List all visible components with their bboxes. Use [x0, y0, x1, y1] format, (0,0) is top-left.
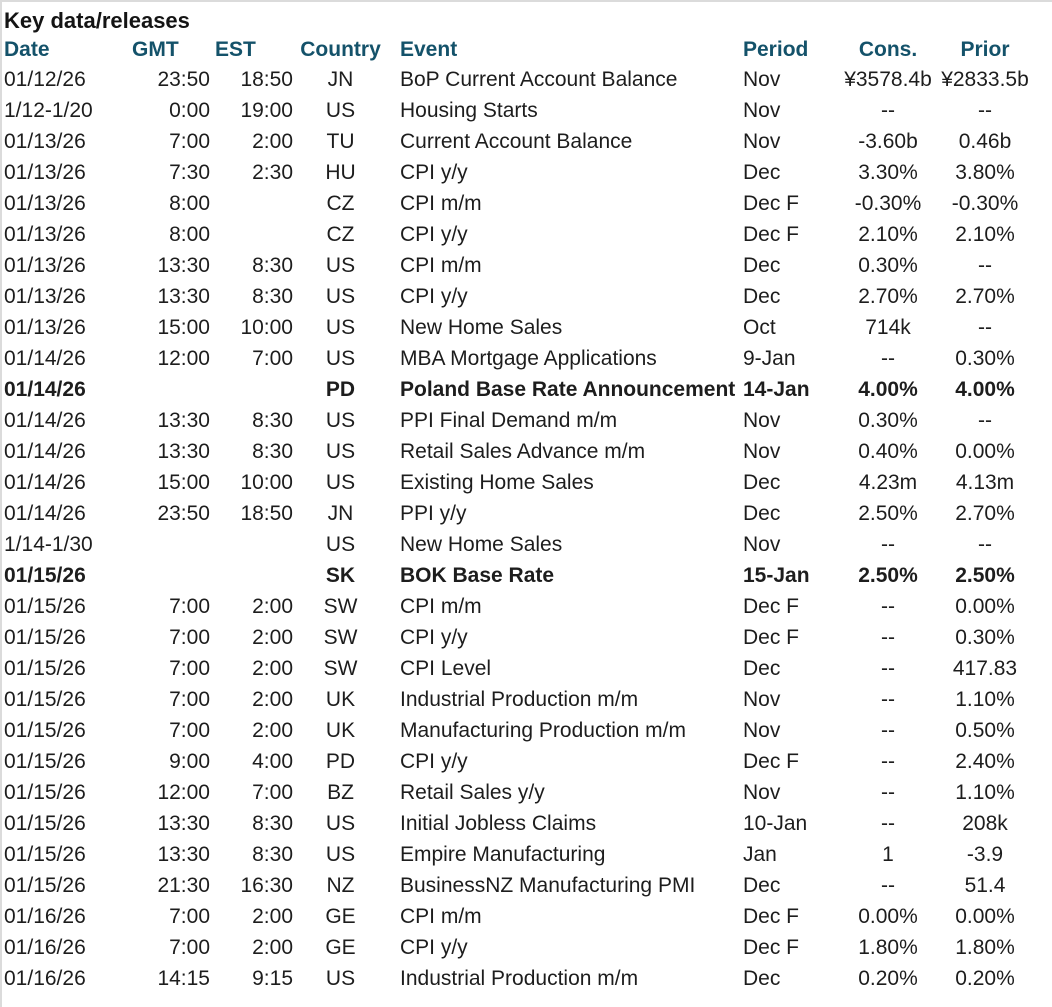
cell-period: Dec F	[743, 626, 800, 649]
cell-period: Dec	[743, 657, 781, 680]
cell-period: Dec	[743, 285, 781, 308]
cell-gmt: 12:00	[157, 347, 210, 370]
cell-prior: 1.80%	[955, 936, 1015, 959]
cell-est: 8:30	[252, 440, 293, 463]
cell-cons: 2.50%	[858, 564, 918, 587]
cell-period: Dec F	[743, 223, 800, 246]
cell-event: Retail Sales Advance m/m	[400, 440, 646, 463]
cell-period: Dec F	[743, 192, 800, 215]
cell-event: CPI y/y	[400, 285, 468, 308]
cell-event: CPI m/m	[400, 254, 482, 277]
cell-country: GE	[325, 905, 356, 928]
cell-cons: --	[881, 657, 895, 680]
cell-country: US	[325, 843, 356, 866]
cell-period: Dec	[743, 874, 781, 897]
cell-prior: 0.30%	[955, 347, 1015, 370]
cell-gmt: 7:00	[169, 719, 210, 742]
cell-country: US	[325, 471, 356, 494]
cell-country: TU	[326, 130, 355, 153]
cell-est	[210, 188, 293, 219]
col-header-cons: Cons.	[858, 38, 918, 61]
cell-event: Empire Manufacturing	[400, 843, 606, 866]
cell-est: 2:30	[252, 161, 293, 184]
cell-date: 01/16/26	[4, 967, 86, 990]
cell-country: BZ	[327, 781, 354, 804]
cell-prior: 0.00%	[955, 440, 1015, 463]
cell-gmt: 7:30	[169, 161, 210, 184]
page-title: Key data/releases	[4, 8, 190, 33]
cell-gmt: 7:00	[169, 688, 210, 711]
cell-date: 01/13/26	[4, 316, 86, 339]
cell-cons: --	[881, 874, 895, 897]
cell-country: SW	[323, 595, 358, 618]
cell-period: Dec	[743, 161, 781, 184]
cell-date: 01/15/26	[4, 874, 86, 897]
cell-est: 16:30	[240, 874, 293, 897]
cell-date: 01/15/26	[4, 657, 86, 680]
cell-period: Dec	[743, 254, 781, 277]
cell-event: Existing Home Sales	[400, 471, 594, 494]
cell-date: 01/15/26	[4, 564, 86, 587]
cell-prior: 1.10%	[955, 688, 1015, 711]
cell-prior: 0.00%	[955, 595, 1015, 618]
cell-country: US	[325, 316, 356, 339]
cell-cons: 2.70%	[858, 285, 918, 308]
cell-cons: 0.00%	[858, 905, 918, 928]
cell-prior: -0.30%	[951, 192, 1019, 215]
cell-cons: 1	[882, 843, 894, 866]
col-header-country: Country	[300, 38, 381, 61]
cell-country: JN	[327, 68, 354, 91]
cell-event: Housing Starts	[400, 99, 538, 122]
cell-event: BOK Base Rate	[400, 564, 555, 587]
cell-gmt: 13:30	[157, 409, 210, 432]
cell-event: CPI y/y	[400, 223, 468, 246]
cell-prior: 0.46b	[958, 130, 1012, 153]
col-header-date: Date	[4, 38, 50, 61]
cell-country: SK	[325, 564, 356, 587]
cell-est	[210, 529, 293, 560]
cell-country: SW	[323, 657, 358, 680]
cell-gmt: 7:00	[169, 657, 210, 680]
cell-cons: --	[881, 688, 895, 711]
col-header-event: Event	[400, 38, 458, 61]
cell-date: 01/13/26	[4, 130, 86, 153]
cell-event: PPI y/y	[400, 502, 467, 525]
col-header-gmt: GMT	[132, 38, 179, 61]
cell-event: Industrial Production m/m	[400, 967, 639, 990]
cell-date: 01/13/26	[4, 254, 86, 277]
cell-cons: --	[881, 781, 895, 804]
cell-prior: --	[978, 316, 992, 339]
cell-est: 8:30	[252, 843, 293, 866]
cell-period: Nov	[743, 409, 781, 432]
cell-event: CPI y/y	[400, 936, 468, 959]
cell-period: Dec F	[743, 750, 800, 773]
cell-cons: --	[881, 347, 895, 370]
cell-cons: --	[881, 812, 895, 835]
cell-period: Nov	[743, 781, 781, 804]
cell-prior: 1.10%	[955, 781, 1015, 804]
cell-date: 01/15/26	[4, 781, 86, 804]
cell-prior: 208k	[962, 812, 1008, 835]
cell-period: Dec	[743, 502, 781, 525]
cell-prior: 417.83	[952, 657, 1018, 680]
cell-est: 2:00	[252, 595, 293, 618]
cell-country: US	[325, 285, 356, 308]
cell-gmt: 13:30	[157, 254, 210, 277]
cell-date: 01/13/26	[4, 285, 86, 308]
cell-est: 4:00	[252, 750, 293, 773]
cell-est	[210, 219, 293, 250]
cell-gmt: 7:00	[169, 595, 210, 618]
col-header-prior: Prior	[960, 38, 1010, 61]
cell-est: 2:00	[252, 130, 293, 153]
cell-country: US	[325, 967, 356, 990]
cell-est: 2:00	[252, 936, 293, 959]
cell-est: 9:15	[252, 967, 293, 990]
cell-country: US	[325, 440, 356, 463]
cell-est: 2:00	[252, 657, 293, 680]
cell-prior: --	[978, 254, 992, 277]
cell-date: 01/15/26	[4, 595, 86, 618]
cell-prior: ¥2833.5b	[941, 68, 1029, 91]
cell-cons: 3.30%	[858, 161, 918, 184]
cell-est: 8:30	[252, 285, 293, 308]
cell-est: 8:30	[252, 254, 293, 277]
cell-prior: 4.00%	[955, 378, 1015, 401]
cell-est: 18:50	[240, 68, 293, 91]
cell-est: 18:50	[240, 502, 293, 525]
cell-prior: 0.20%	[955, 967, 1015, 990]
cell-country: UK	[325, 719, 356, 742]
cell-gmt	[130, 560, 210, 591]
cell-period: Nov	[743, 68, 781, 91]
cell-event: CPI y/y	[400, 626, 468, 649]
cell-prior: 2.50%	[955, 564, 1015, 587]
cell-country: US	[325, 533, 356, 556]
cell-event: New Home Sales	[400, 316, 563, 339]
cell-country: US	[325, 409, 356, 432]
cell-prior: 0.00%	[955, 905, 1015, 928]
cell-country: HU	[325, 161, 356, 184]
cell-prior: --	[978, 99, 992, 122]
cell-cons: 4.23m	[858, 471, 918, 494]
cell-event: CPI m/m	[400, 192, 482, 215]
cell-prior: 2.40%	[955, 750, 1015, 773]
cell-gmt: 7:00	[169, 936, 210, 959]
cell-cons: 714k	[865, 316, 911, 339]
cell-cons: 0.30%	[858, 254, 918, 277]
cell-event: BoP Current Account Balance	[400, 68, 678, 91]
cell-period: Dec F	[743, 905, 800, 928]
cell-gmt: 14:15	[157, 967, 210, 990]
cell-date: 01/14/26	[4, 409, 86, 432]
cell-period: 15-Jan	[743, 564, 810, 587]
cell-est: 19:00	[240, 99, 293, 122]
cell-prior: 2.10%	[955, 223, 1015, 246]
cell-gmt: 23:50	[157, 502, 210, 525]
cell-event: MBA Mortgage Applications	[400, 347, 657, 370]
cell-date: 1/14-1/30	[4, 533, 93, 556]
cell-country: CZ	[326, 223, 355, 246]
cell-est: 2:00	[252, 626, 293, 649]
cell-date: 01/15/26	[4, 843, 86, 866]
cell-date: 01/15/26	[4, 750, 86, 773]
cell-period: Dec	[743, 967, 781, 990]
cell-gmt: 7:00	[169, 626, 210, 649]
cell-date: 01/13/26	[4, 223, 86, 246]
cell-period: Nov	[743, 719, 781, 742]
cell-gmt: 13:30	[157, 440, 210, 463]
data-table	[4, 36, 1052, 994]
cell-event: Current Account Balance	[400, 130, 633, 153]
cell-period: Nov	[743, 130, 781, 153]
cell-period: 9-Jan	[743, 347, 796, 370]
cell-event: Industrial Production m/m	[400, 688, 639, 711]
cell-period: Dec F	[743, 595, 800, 618]
cell-est: 7:00	[252, 781, 293, 804]
cell-country: SW	[323, 626, 358, 649]
cell-date: 01/15/26	[4, 688, 86, 711]
cell-date: 01/13/26	[4, 161, 86, 184]
cell-date: 01/15/26	[4, 626, 86, 649]
cell-date: 01/15/26	[4, 812, 86, 835]
cell-event: BusinessNZ Manufacturing PMI	[400, 874, 696, 897]
cell-prior: 2.70%	[955, 502, 1015, 525]
cell-date: 01/14/26	[4, 471, 86, 494]
cell-est: 2:00	[252, 688, 293, 711]
cell-event: PPI Final Demand m/m	[400, 409, 618, 432]
cell-cons: --	[881, 99, 895, 122]
cell-cons: 2.10%	[858, 223, 918, 246]
cell-period: Nov	[743, 99, 781, 122]
cell-event: CPI m/m	[400, 595, 482, 618]
cell-country: GE	[325, 936, 356, 959]
cell-gmt: 15:00	[157, 471, 210, 494]
cell-date: 01/16/26	[4, 905, 86, 928]
cell-cons: 0.20%	[858, 967, 918, 990]
cell-prior: 4.13m	[955, 471, 1015, 494]
cell-prior: 0.30%	[955, 626, 1015, 649]
cell-period: Dec	[743, 471, 781, 494]
cell-est: 7:00	[252, 347, 293, 370]
cell-gmt: 7:00	[169, 905, 210, 928]
cell-gmt: 21:30	[157, 874, 210, 897]
cell-prior: --	[978, 409, 992, 432]
cell-gmt: 13:30	[157, 285, 210, 308]
cell-prior: -3.9	[966, 843, 1004, 866]
cell-gmt: 13:30	[157, 843, 210, 866]
cell-est: 10:00	[240, 316, 293, 339]
cell-gmt: 0:00	[169, 99, 210, 122]
col-header-period: Period	[743, 38, 809, 61]
cell-country: JN	[327, 502, 354, 525]
cell-event: New Home Sales	[400, 533, 563, 556]
cell-period: Nov	[743, 533, 781, 556]
cell-event: CPI y/y	[400, 161, 468, 184]
cell-gmt: 7:00	[169, 130, 210, 153]
cell-date: 01/14/26	[4, 347, 86, 370]
cell-country: US	[325, 99, 356, 122]
cell-cons: --	[881, 719, 895, 742]
cell-country: CZ	[326, 192, 355, 215]
cell-event: Poland Base Rate Announcement	[400, 378, 736, 401]
cell-est: 2:00	[252, 719, 293, 742]
cell-period: Dec F	[743, 936, 800, 959]
cell-prior: 51.4	[964, 874, 1006, 897]
cell-country: US	[325, 254, 356, 277]
cell-cons: --	[881, 533, 895, 556]
cell-date: 01/12/26	[4, 68, 86, 91]
cell-cons: 0.30%	[858, 409, 918, 432]
cell-gmt: 12:00	[157, 781, 210, 804]
cell-est: 8:30	[252, 812, 293, 835]
cell-event: CPI Level	[400, 657, 492, 680]
cell-gmt	[130, 529, 210, 560]
col-header-est: EST	[215, 38, 256, 61]
cell-country: PD	[325, 750, 356, 773]
cell-date: 01/13/26	[4, 192, 86, 215]
cell-event: CPI y/y	[400, 750, 468, 773]
cell-country: US	[325, 812, 356, 835]
cell-cons: 1.80%	[858, 936, 918, 959]
cell-gmt: 8:00	[169, 192, 210, 215]
cell-period: 10-Jan	[743, 812, 808, 835]
cell-cons: -3.60b	[858, 130, 918, 153]
cell-gmt: 9:00	[169, 750, 210, 773]
cell-date: 01/14/26	[4, 378, 86, 401]
cell-est: 10:00	[240, 471, 293, 494]
cell-event: CPI m/m	[400, 905, 482, 928]
cell-event: Manufacturing Production m/m	[400, 719, 686, 742]
cell-cons: 2.50%	[858, 502, 918, 525]
cell-period: Jan	[743, 843, 777, 866]
cell-period: Nov	[743, 688, 781, 711]
cell-gmt	[130, 374, 210, 405]
cell-country: PD	[325, 378, 356, 401]
cell-country: NZ	[326, 874, 355, 897]
cell-gmt: 23:50	[157, 68, 210, 91]
cell-period: 14-Jan	[743, 378, 810, 401]
cell-est: 8:30	[252, 409, 293, 432]
cell-cons: --	[881, 626, 895, 649]
cell-gmt: 13:30	[157, 812, 210, 835]
cell-cons: --	[881, 595, 895, 618]
cell-prior: 0.50%	[955, 719, 1015, 742]
cell-gmt: 8:00	[169, 223, 210, 246]
cell-gmt: 15:00	[157, 316, 210, 339]
cell-est	[210, 560, 293, 591]
cell-date: 01/14/26	[4, 440, 86, 463]
cell-country: UK	[325, 688, 356, 711]
cell-prior: 2.70%	[955, 285, 1015, 308]
cell-cons: ¥3578.4b	[844, 68, 932, 91]
cell-cons: --	[881, 750, 895, 773]
cell-country: US	[325, 347, 356, 370]
cell-prior: --	[978, 533, 992, 556]
cell-period: Nov	[743, 440, 781, 463]
cell-event: Initial Jobless Claims	[400, 812, 597, 835]
cell-cons: 0.40%	[858, 440, 918, 463]
cell-date: 01/16/26	[4, 936, 86, 959]
cell-prior: 3.80%	[955, 161, 1015, 184]
cell-event: Retail Sales y/y	[400, 781, 545, 804]
cell-date: 01/15/26	[4, 719, 86, 742]
cell-period: Oct	[743, 316, 776, 339]
cell-est: 2:00	[252, 905, 293, 928]
cell-date: 1/12-1/20	[4, 99, 93, 122]
cell-cons: -0.30%	[854, 192, 922, 215]
cell-est	[210, 374, 293, 405]
cell-date: 01/14/26	[4, 502, 86, 525]
cell-cons: 4.00%	[858, 378, 918, 401]
